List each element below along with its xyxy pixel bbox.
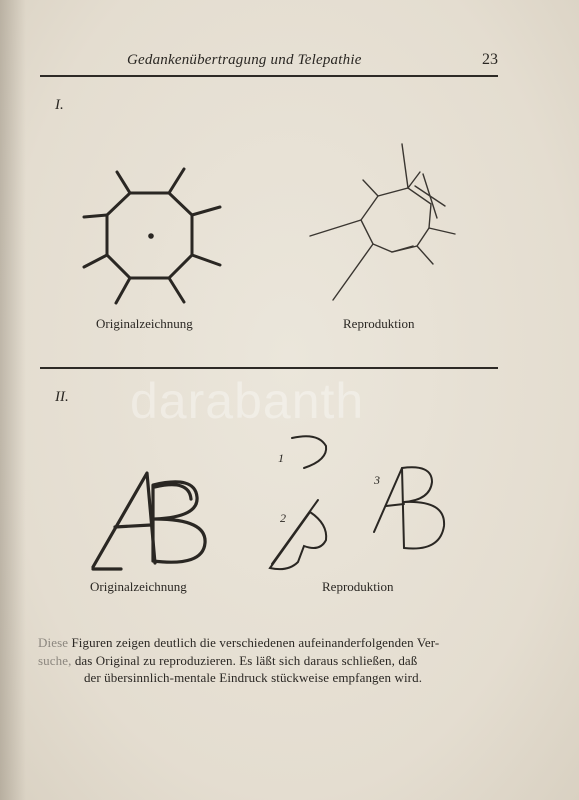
body-line-2-faded: suche, xyxy=(38,652,72,668)
running-header-title: Gedankenübertragung und Telepathie xyxy=(127,52,362,68)
caption-original-1: Originalzeichnung xyxy=(96,316,193,331)
reproduction-octagon-drawing xyxy=(305,140,465,310)
original-octagon-drawing xyxy=(70,160,240,310)
section-label-2: II. xyxy=(55,389,69,405)
body-line-1 xyxy=(38,634,508,652)
step-label-2: 2 xyxy=(280,511,286,525)
watermark: darabanth xyxy=(130,373,365,429)
header-rule xyxy=(40,75,498,77)
caption-reproduction-2: Reproduktion xyxy=(322,579,394,594)
section-label-1: I. xyxy=(55,97,64,113)
reproduction-step1-drawing xyxy=(278,430,348,480)
body-line-2 xyxy=(38,652,508,670)
body-line-1-text: Figuren zeigen deutlich die verschiedenen aufeinanderfolgenden Ver- xyxy=(71,635,440,650)
step-label-3: 3 xyxy=(374,473,380,487)
section-divider xyxy=(40,367,498,369)
step-label-1: 1 xyxy=(278,451,284,465)
original-ab-drawing xyxy=(85,465,215,575)
page-number: 23 xyxy=(482,51,498,68)
reproduction-step3-drawing xyxy=(368,460,458,555)
caption-reproduction-1: Reproduktion xyxy=(343,316,415,331)
body-line-1-faded: Diese xyxy=(38,635,69,650)
body-line-2-text: das Original zu reproduzieren. Es läßt sich daraus schließen, daß xyxy=(74,652,418,668)
reproduction-step2-drawing xyxy=(280,490,350,575)
body-line-3: der übersinnlich-mentale Eindruck stückweise empfangen wird. xyxy=(83,670,423,685)
spine-shadow xyxy=(0,0,26,800)
caption-original-2: Originalzeichnung xyxy=(90,579,187,594)
body-paragraph xyxy=(38,634,508,687)
